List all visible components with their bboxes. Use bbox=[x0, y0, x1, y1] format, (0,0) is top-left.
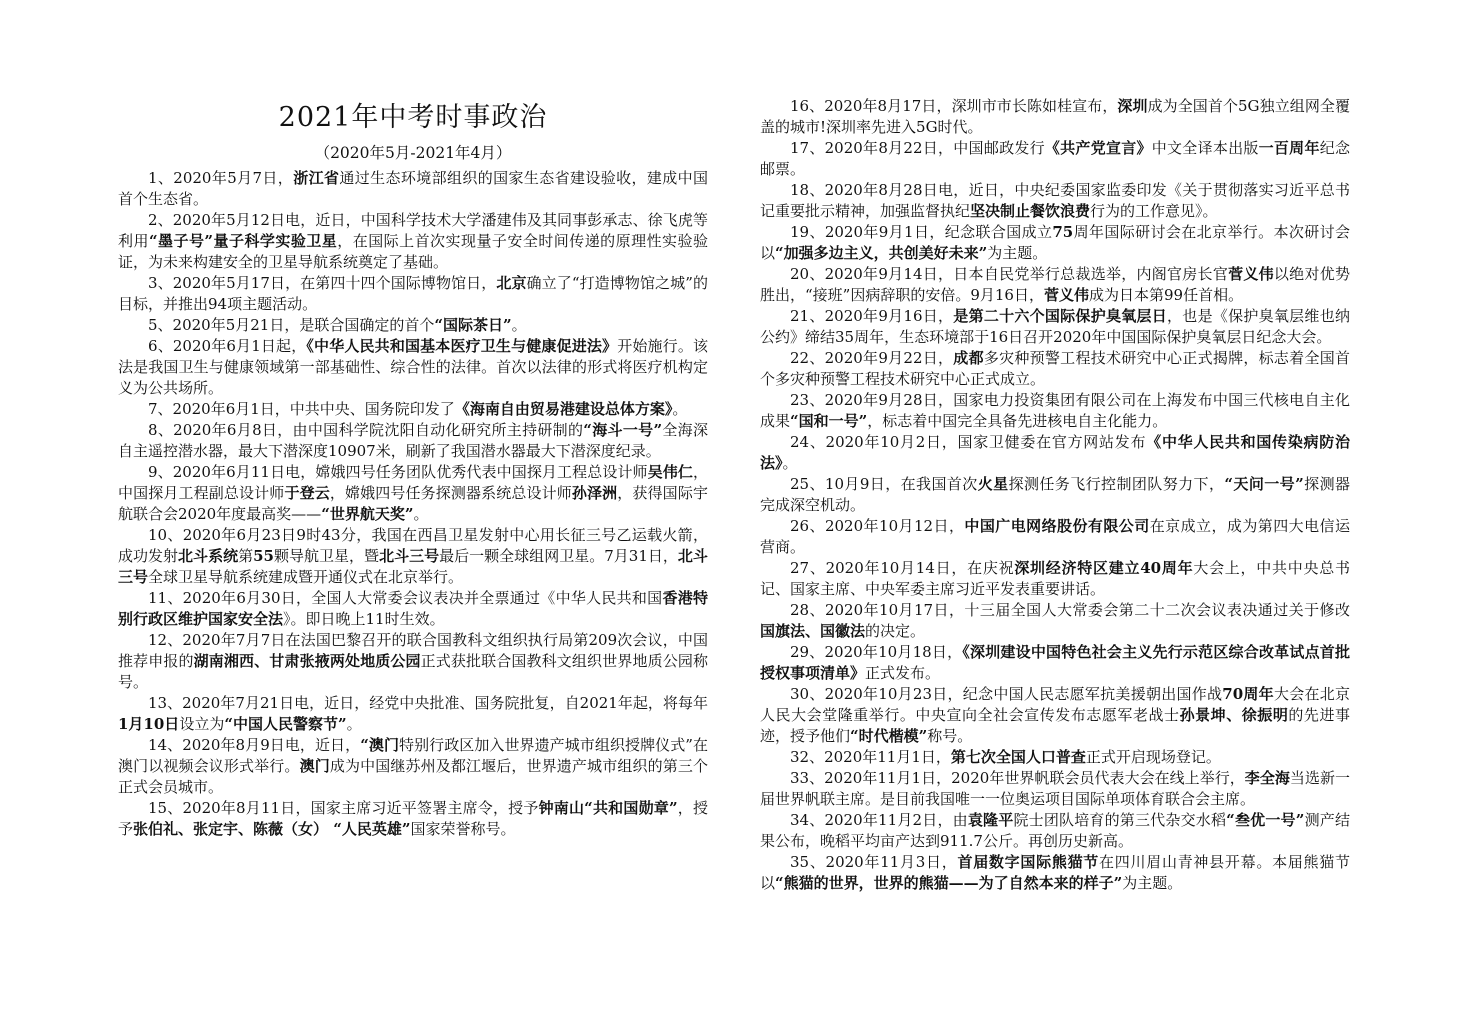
item-text: 9、2020年6月11日电，嫦娥四号任务团队优秀代表中国探月工程总设计师 bbox=[148, 463, 648, 481]
highlighted-text: 澳门 bbox=[299, 757, 330, 775]
highlighted-text: 吴伟仁 bbox=[647, 463, 693, 481]
highlighted-text: “墨子号”量子科学实验卫星 bbox=[148, 232, 338, 250]
highlighted-text: “天问一号” bbox=[1224, 475, 1304, 493]
item-text: 15、2020年8月11日，国家主席习近平签署主席令，授予 bbox=[148, 799, 539, 817]
highlighted-text: 湖南湘西、甘肃张掖两处地质公园 bbox=[193, 652, 421, 670]
highlighted-text: 深圳 bbox=[1117, 97, 1148, 115]
item-text: 国家荣誉称号。 bbox=[410, 820, 516, 838]
news-item bbox=[118, 336, 708, 399]
news-item bbox=[760, 747, 1350, 768]
highlighted-text: 《共产党宣言》 bbox=[1044, 139, 1152, 157]
item-text: 30、2020年10月23日，纪念中国人民志愿军抗美援朝出国作战 bbox=[790, 685, 1223, 703]
item-text: 3、2020年5月17日，在第四十四个国际博物馆日， bbox=[148, 274, 497, 292]
highlighted-text: “时代楷模” bbox=[850, 727, 928, 745]
news-item bbox=[118, 588, 708, 630]
item-text: 。 bbox=[511, 316, 527, 334]
item-text: 20、2020年9月14日，日本自民党举行总裁选举，内阁官房长官 bbox=[790, 265, 1229, 283]
item-text: 13、2020年7月21日电，近日，经党中央批准、国务院批复，自2021年起，将每年 bbox=[148, 694, 708, 712]
news-item bbox=[118, 399, 708, 420]
highlighted-text: 坚决制止餐饮浪费 bbox=[970, 202, 1091, 220]
highlighted-text: “熊猫的世界，世界的熊猫——为了自然本来的样子” bbox=[775, 874, 1123, 892]
highlighted-text: 成都 bbox=[953, 349, 984, 367]
highlighted-text: 菅义伟 bbox=[1228, 265, 1274, 283]
highlighted-text: 李全海 bbox=[1244, 769, 1290, 787]
item-text: 正式获批联合国教科文组织世界地质公园称号。 bbox=[118, 652, 708, 691]
item-text: 全球卫星导航系统建成暨开通仪式在北京举行。 bbox=[148, 568, 464, 586]
item-text: 35、2020年11月3日， bbox=[790, 853, 958, 871]
news-item bbox=[760, 180, 1350, 222]
item-text: 特别行政区加入世界遗产城市组织授牌仪式”在澳门以视频会议形式举行。 bbox=[118, 736, 708, 775]
document-title: 2021年中考时事政治 bbox=[278, 102, 548, 133]
highlighted-text: 北斗系统 bbox=[178, 547, 239, 565]
highlighted-text: “世界航天奖” bbox=[321, 505, 414, 523]
item-text: 》。即日晚上11时生效。 bbox=[283, 610, 445, 628]
news-item bbox=[118, 168, 708, 210]
item-text: 第 bbox=[238, 547, 254, 565]
item-text: 探测器完成深空机动。 bbox=[760, 475, 1350, 514]
highlighted-text: 75 bbox=[1052, 223, 1074, 241]
item-text: 17、2020年8月22日，中国邮政发行 bbox=[790, 139, 1045, 157]
news-item bbox=[760, 810, 1350, 852]
highlighted-text: “国际茶日” bbox=[434, 316, 512, 334]
left-item-list bbox=[118, 168, 708, 840]
item-text: 成为日本第99任首相。 bbox=[1089, 286, 1244, 304]
item-text: 11、2020年6月30日，全国人大常委会议表决并全票通过《中华人民共和国 bbox=[148, 589, 663, 607]
item-text: 大会在北京人民大会堂隆重举行。中央宣向全社会宣传发布志愿军老战士 bbox=[760, 685, 1351, 724]
item-text: ，在国际上首次实现量子安全时间传递的原理性实验验证，为未来构建安全的卫星导航系统奠定了基础。 bbox=[118, 232, 708, 271]
item-text: 设立为 bbox=[179, 715, 225, 733]
news-item bbox=[118, 525, 708, 588]
item-text: 正式发布。 bbox=[865, 664, 941, 682]
item-text: 多灾种预警工程技术研究中心正式揭牌，标志着全国首个多灾种预警工程技术研究中心正式成立。 bbox=[760, 349, 1350, 388]
item-text: 。 bbox=[782, 454, 798, 472]
news-item bbox=[118, 735, 708, 798]
news-item bbox=[760, 96, 1350, 138]
item-text: 通过生态环境部组织的国家生态省建设验收，建成中国首个生态省。 bbox=[118, 169, 708, 208]
item-text: 25、10月9日，在我国首次 bbox=[790, 475, 978, 493]
highlighted-text: 第七次全国人口普查 bbox=[950, 748, 1086, 766]
item-text: 成为全国首个5G独立组网全覆盖的城市!深圳率先进入5G时代。 bbox=[760, 97, 1350, 136]
news-item bbox=[760, 264, 1350, 306]
item-text: 16、2020年8月17日，深圳市市长陈如桂宣布， bbox=[790, 97, 1118, 115]
item-text: 26、2020年10月12日， bbox=[790, 517, 965, 535]
item-text: 正式开启现场登记。 bbox=[1085, 748, 1221, 766]
item-text: ，也是《保护臭氧层维也纳公约》缔结35周年，生态环境部于16日召开2020年中国国际保护臭氧层日纪念大会。 bbox=[760, 307, 1350, 346]
item-text: 颗导航卫星，暨 bbox=[273, 547, 380, 565]
item-text: 23、2020年9月28日，国家电力投资集团有限公司在上海发布中国三代核电自主化成果 bbox=[760, 391, 1350, 430]
highlighted-text: 首届数字国际熊猫节 bbox=[957, 853, 1100, 871]
item-text: 21、2020年9月16日， bbox=[790, 307, 954, 325]
news-item bbox=[118, 630, 708, 693]
item-text: 29、2020年10月18日， bbox=[790, 643, 963, 661]
item-text: 当选新一届世界帆联主席。是目前我国唯一一位奥运项目国际单项体育联合会主席。 bbox=[760, 769, 1350, 808]
item-text: 22、2020年9月22日， bbox=[790, 349, 954, 367]
item-text: 测产结果公布，晚稻平均亩产达到911.7公斤。再创历史新高。 bbox=[760, 811, 1350, 850]
left-column bbox=[118, 96, 708, 840]
item-text: 的决定。 bbox=[865, 622, 926, 640]
item-text: 14、2020年8月9日电，近日， bbox=[148, 736, 361, 754]
item-text: 纪念邮票。 bbox=[760, 139, 1350, 178]
item-text: 33、2020年11月1日，2020年世界帆联会员代表大会在线上举行， bbox=[790, 769, 1245, 787]
item-text: 为主题。 bbox=[1122, 874, 1183, 892]
item-text: 行为的工作意见》。 bbox=[1090, 202, 1218, 220]
item-text: ，授予 bbox=[118, 799, 708, 838]
item-text: ，标志着中国完全具备先进核电自主化能力。 bbox=[867, 412, 1168, 430]
highlighted-text: 孙景坤、徐振明 bbox=[1179, 706, 1289, 724]
item-text: 8、2020年6月8日，由中国科学院沈阳自动化研究所主持研制的 bbox=[148, 421, 584, 439]
highlighted-text: 于登云 bbox=[284, 484, 330, 502]
highlighted-text: 火星 bbox=[977, 475, 1009, 493]
item-text: 5、2020年5月21日，是联合国确定的首个 bbox=[148, 316, 435, 334]
item-text: 探测任务飞行控制团队努力下， bbox=[1008, 475, 1225, 493]
highlighted-text: 《中华人民共和国基本医疗卫生与健康促进法》 bbox=[306, 337, 618, 355]
highlighted-text: “叁优一号” bbox=[1226, 811, 1305, 829]
news-item bbox=[760, 390, 1350, 432]
item-text: 7、2020年6月1日，中共中央、国务院印发了 bbox=[148, 400, 455, 418]
item-text: ，嫦娥四号任务探测器系统总设计师 bbox=[329, 484, 572, 502]
highlighted-text: 55 bbox=[253, 547, 274, 565]
item-text: 最后一颗全球组网卫星。7月31日， bbox=[439, 547, 678, 565]
highlighted-text: 北京 bbox=[496, 274, 527, 292]
item-text: 。 bbox=[346, 715, 362, 733]
item-text: 2、2020年5月12日电，近日，中国科学技术大学潘建伟及其同事彭承志、徐飞虎等利用 bbox=[118, 211, 708, 250]
item-text: 院士团队培育的第三代杂交水稻 bbox=[1013, 811, 1227, 829]
item-text: 周年国际研讨会在北京举行。本次研讨会以 bbox=[760, 223, 1350, 262]
highlighted-text: “海斗一号” bbox=[583, 421, 663, 439]
highlighted-text: 袁隆平 bbox=[967, 811, 1014, 829]
document-subtitle: （2020年5月-2021年4月） bbox=[314, 144, 512, 162]
highlighted-text: 《中华人民共和国传染病防治法》 bbox=[760, 433, 1350, 472]
news-item bbox=[760, 852, 1350, 894]
item-text: 19、2020年9月1日，纪念联合国成立 bbox=[790, 223, 1053, 241]
highlighted-text: 70周年 bbox=[1222, 685, 1274, 703]
news-item bbox=[118, 273, 708, 315]
highlighted-text: 中国广电网络股份有限公司 bbox=[964, 517, 1150, 535]
highlighted-text: “中国人民警察节” bbox=[224, 715, 347, 733]
news-item bbox=[760, 138, 1350, 180]
news-item bbox=[118, 315, 708, 336]
highlighted-text: “加强多边主义，共创美好未来” bbox=[775, 244, 988, 262]
item-text: 12、2020年7月7日在法国巴黎召开的联合国教科文组织执行局第209次会议，中国推荐申报的 bbox=[118, 631, 708, 670]
news-item bbox=[760, 768, 1350, 810]
item-text: 27、2020年10月14日，在庆祝 bbox=[790, 559, 1015, 577]
highlighted-text: 北斗三号 bbox=[118, 547, 708, 586]
news-item bbox=[760, 684, 1350, 747]
news-item bbox=[760, 306, 1350, 348]
news-item bbox=[760, 432, 1350, 474]
item-text: 确立了“打造博物馆之城”的目标，并推出94项主题活动。 bbox=[118, 274, 708, 313]
news-item bbox=[760, 516, 1350, 558]
news-item bbox=[118, 420, 708, 462]
highlighted-text: 国旗法、国徽法 bbox=[760, 622, 866, 640]
item-text: 全海深自主遥控潜水器，最大下潜深度10907米，刷新了我国潜水器最大下潜深度纪录。 bbox=[118, 421, 708, 460]
highlighted-text: 香港特别行政区维护国家安全法 bbox=[118, 589, 708, 628]
item-text: 的先进事迹，授予他们 bbox=[760, 706, 1350, 745]
item-text: 1、2020年5月7日， bbox=[148, 169, 294, 187]
highlighted-text: 《海南自由贸易港建设总体方案》 bbox=[454, 400, 673, 418]
item-text: 中文全译本出版 bbox=[1151, 139, 1259, 157]
item-text: 32、2020年11月1日， bbox=[790, 748, 951, 766]
highlighted-text: 是第二十六个国际保护臭氧层日 bbox=[953, 307, 1168, 325]
highlighted-text: 北斗三号 bbox=[379, 547, 440, 565]
news-item bbox=[118, 210, 708, 273]
item-text: 。 bbox=[672, 400, 688, 418]
item-text: 大会上，中共中央总书记、国家主席、中央军委主席习近平发表重要讲话。 bbox=[760, 559, 1350, 598]
right-item-list bbox=[760, 96, 1350, 894]
news-item bbox=[760, 642, 1350, 684]
highlighted-text: 深圳经济特区建立40周年 bbox=[1014, 559, 1194, 577]
highlighted-text: 钟南山“共和国勋章” bbox=[538, 799, 678, 817]
item-text: 为主题。 bbox=[987, 244, 1048, 262]
highlighted-text: 孙泽洲 bbox=[571, 484, 618, 502]
item-text: 开始施行。该法是我国卫生与健康领域第一部基础性、综合性的法律。首次以法律的形式将医疗机构定义为公共场所。 bbox=[118, 337, 708, 397]
item-text: 10、2020年6月23日9时43分，我国在西昌卫星发射中心用长征三号乙运载火箭，成功发射 bbox=[118, 526, 708, 565]
news-item bbox=[118, 798, 708, 840]
highlighted-text: 浙江省 bbox=[293, 169, 340, 187]
item-text: ，获得国际宇航联合会2020年度最高奖—— bbox=[118, 484, 708, 523]
highlighted-text: 一百周年 bbox=[1258, 139, 1320, 157]
news-item bbox=[760, 474, 1350, 516]
item-text: 在四川眉山青神县开幕。本届熊猫节以 bbox=[760, 853, 1350, 892]
highlighted-text: 《深圳建设中国特色社会主义先行示范区综合改革试点首批授权事项清单》 bbox=[760, 643, 1350, 682]
news-item bbox=[760, 600, 1350, 642]
right-column bbox=[760, 96, 1350, 894]
item-text: 6、2020年6月1日起， bbox=[148, 337, 307, 355]
item-text: 以绝对优势胜出，“接班”因病辞职的安倍。9月16日， bbox=[760, 265, 1350, 304]
highlighted-text: “澳门 bbox=[360, 736, 400, 754]
item-text: 18、2020年8月28日电，近日，中央纪委国家监委印发《关于贯彻落实习近平总书记重要批示精神，加强监督执纪 bbox=[760, 181, 1350, 220]
news-item bbox=[760, 558, 1350, 600]
highlighted-text: 菅义伟 bbox=[1043, 286, 1089, 304]
news-item bbox=[118, 462, 708, 525]
item-text: 34、2020年11月2日，由 bbox=[790, 811, 968, 829]
news-item bbox=[760, 348, 1350, 390]
item-text: 28、2020年10月17日，十三届全国人大常委会第二十二次会议表决通过关于修改 bbox=[790, 601, 1350, 619]
item-text: 在京成立，成为第四大电信运营商。 bbox=[760, 517, 1350, 556]
item-text: ，中国探月工程副总设计师 bbox=[118, 463, 708, 502]
news-item bbox=[118, 693, 708, 735]
news-item bbox=[760, 222, 1350, 264]
highlighted-text: “国和一号” bbox=[790, 412, 868, 430]
item-text: 成为中国继苏州及都江堰后，世界遗产城市组织的第三个正式会员城市。 bbox=[118, 757, 708, 796]
highlighted-text: 张伯礼、张定宇、陈薇（女） “人民英雄” bbox=[133, 820, 411, 838]
item-text: 称号。 bbox=[927, 727, 973, 745]
highlighted-text: 1月10日 bbox=[118, 715, 180, 733]
item-text: 24、2020年10月2日，国家卫健委在官方网站发布 bbox=[790, 433, 1147, 451]
item-text: 。 bbox=[413, 505, 429, 523]
